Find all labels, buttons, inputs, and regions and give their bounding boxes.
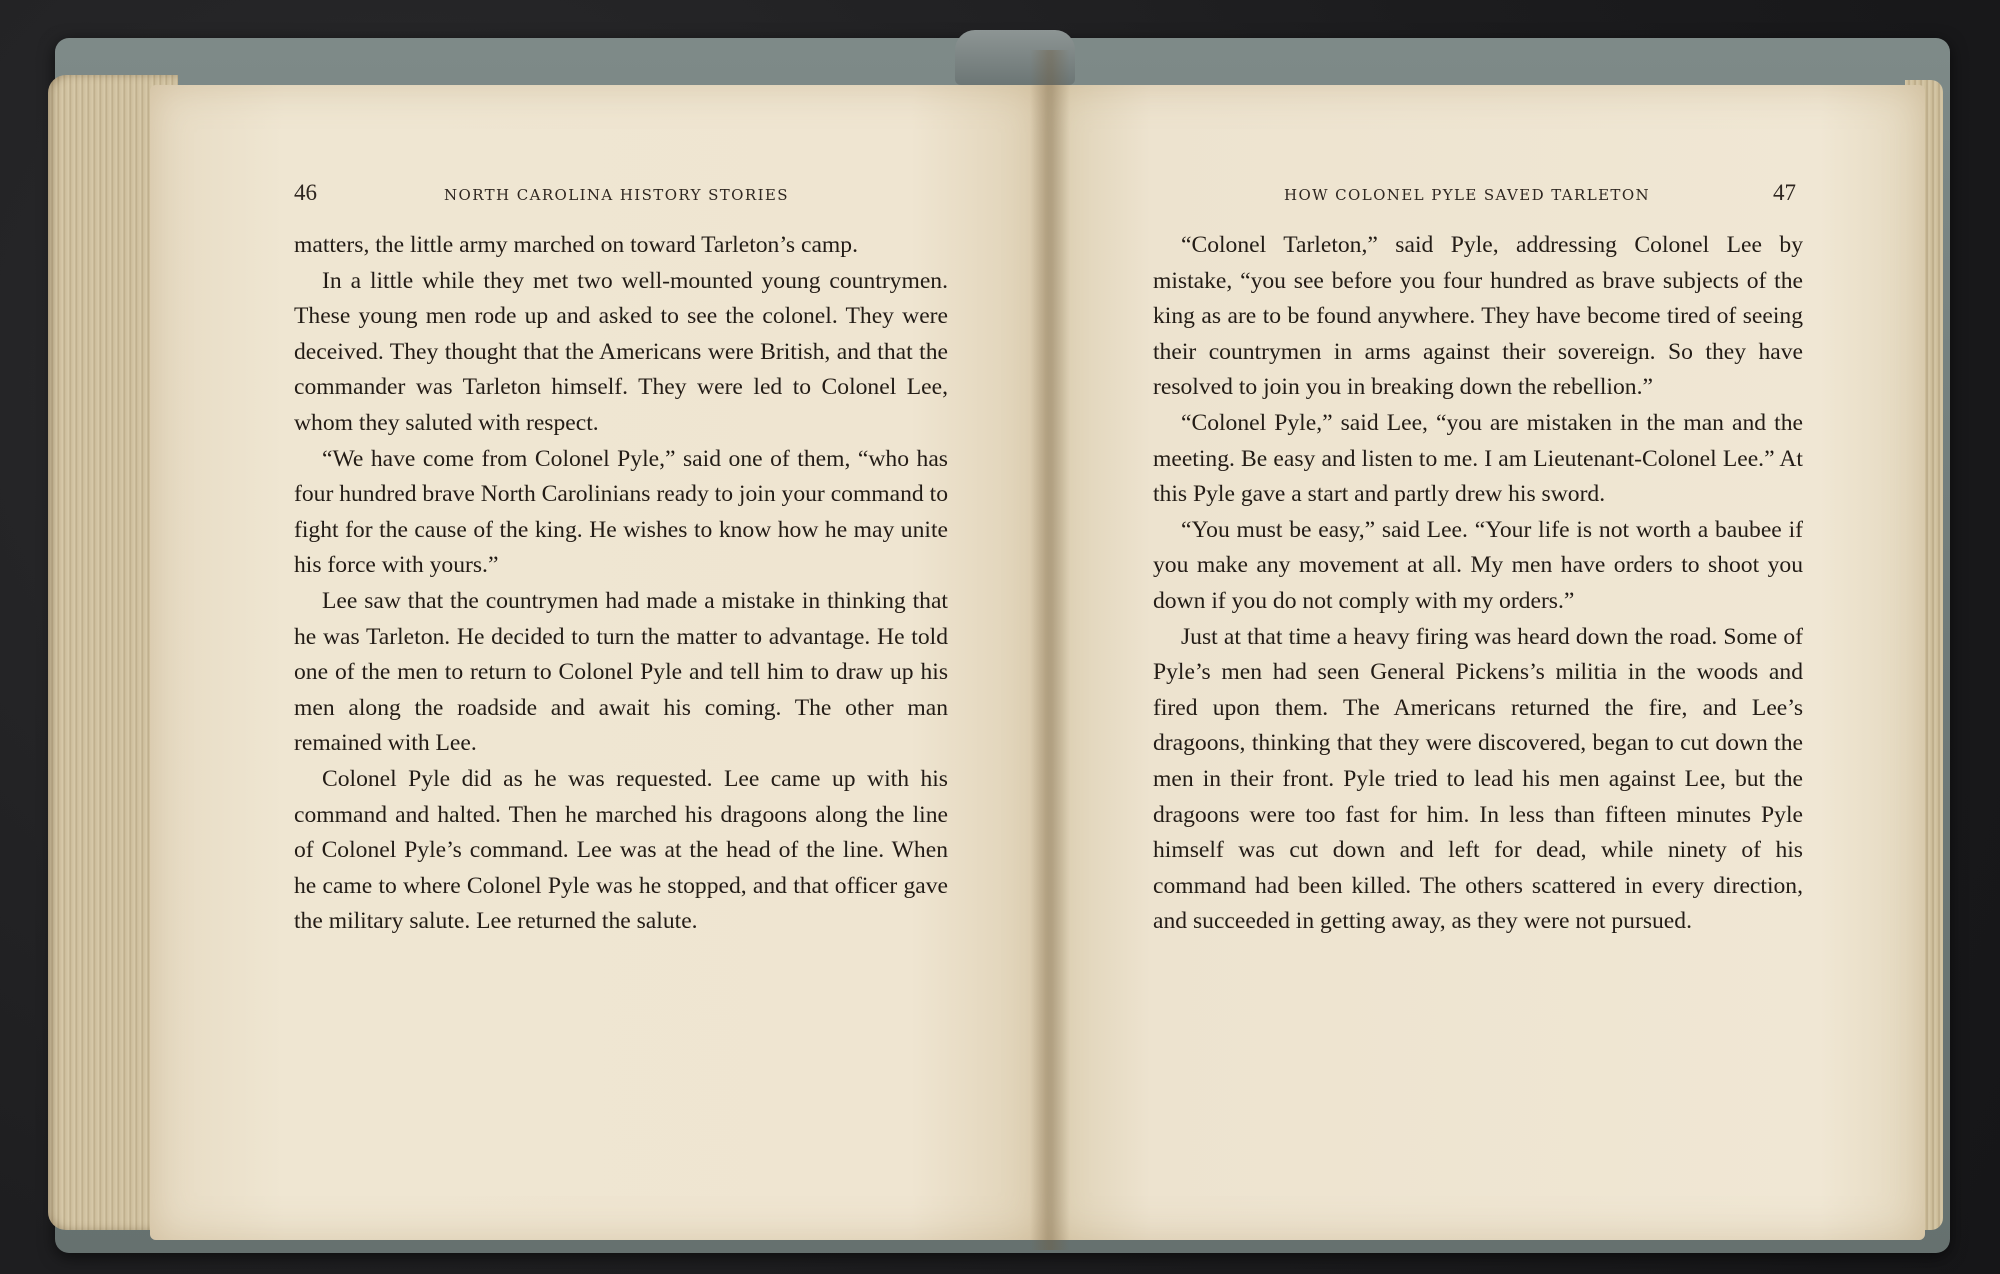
paragraph: “You must be easy,” said Lee. “Your life is not worth a baubee if you make any movement at all. My men have orders to shoot you down if you do not comply with my orders.”	[1153, 516, 1803, 614]
paragraph: “Colonel Pyle,” said Lee, “you are mistaken in the man and the meeting. Be easy and listen to me. I am Lieutenant-Colonel Lee.” At this Pyle gave a start and partly drew his sword.	[1153, 409, 1803, 508]
paragraph: matters, the little army marched on toward Tarleton’s camp.	[294, 232, 858, 258]
paragraph: “Colonel Tarleton,” said Pyle, addressing Colonel Lee by mistake, “you see before you four hundred as brave subjects of the king as are to be found anywhere. They have become tired of seeing their countrymen in arms against their sovereign. So they have resolved to join you in breaking down the rebellion.”	[1153, 232, 1803, 401]
left-page-number: 46	[294, 180, 317, 205]
right-page-number: 47	[1773, 180, 1796, 205]
left-running-head: NORTH CAROLINA HISTORY STORIES	[444, 186, 789, 204]
left-page-text	[294, 228, 948, 940]
paragraph: Just at that time a heavy firing was heard down the road. Some of Pyle’s men had seen General Pickens’s militia in the woods and fired upon them. The Americans returned the fire, and Lee’s dragoons, thinking that they were discovered, began to cut down the men in their front. Pyle tried to lead his men against Lee, but the dragoons were too fast for him. In less than fifteen minutes Pyle himself was cut down and left for dead, while ninety of his command had been killed. The others scattered in every direction, and succeeded in getting away, as they were not pursued.	[1153, 623, 1803, 935]
paragraph: Colonel Pyle did as he was requested. Lee came up with his command and halted. Then he marched his dragoons along the line of Colonel Pyle’s command. Lee was at the head of the line. When he came to where Colonel Pyle was he stopped, and that officer gave the military salute. Lee returned the salute.	[294, 765, 948, 935]
right-page-text	[1153, 228, 1803, 940]
book-gutter	[1030, 50, 1070, 1250]
paragraph: Lee saw that the countrymen had made a mistake in thinking that he was Tarleton. He decided to turn the matter to advantage. He told one of the men to return to Colonel Pyle and tell him to draw up his men along the roadside and await his coming. The other man remained with Lee.	[294, 587, 948, 757]
paragraph: “We have come from Colonel Pyle,” said one of them, “who has four hundred brave North Carolinians ready to join your command to fight for the cause of the king. He wishes to know how he may unite his force with yours.”	[294, 445, 948, 579]
paragraph: In a little while they met two well-mounted young countrymen. These young men rode up and asked to see the colonel. They were deceived. They thought that the Americans were British, and that the commander was Tarleton himself. They were led to Colonel Lee, whom they saluted with respect.	[294, 267, 948, 436]
right-running-head: HOW COLONEL PYLE SAVED TARLETON	[1284, 186, 1651, 204]
